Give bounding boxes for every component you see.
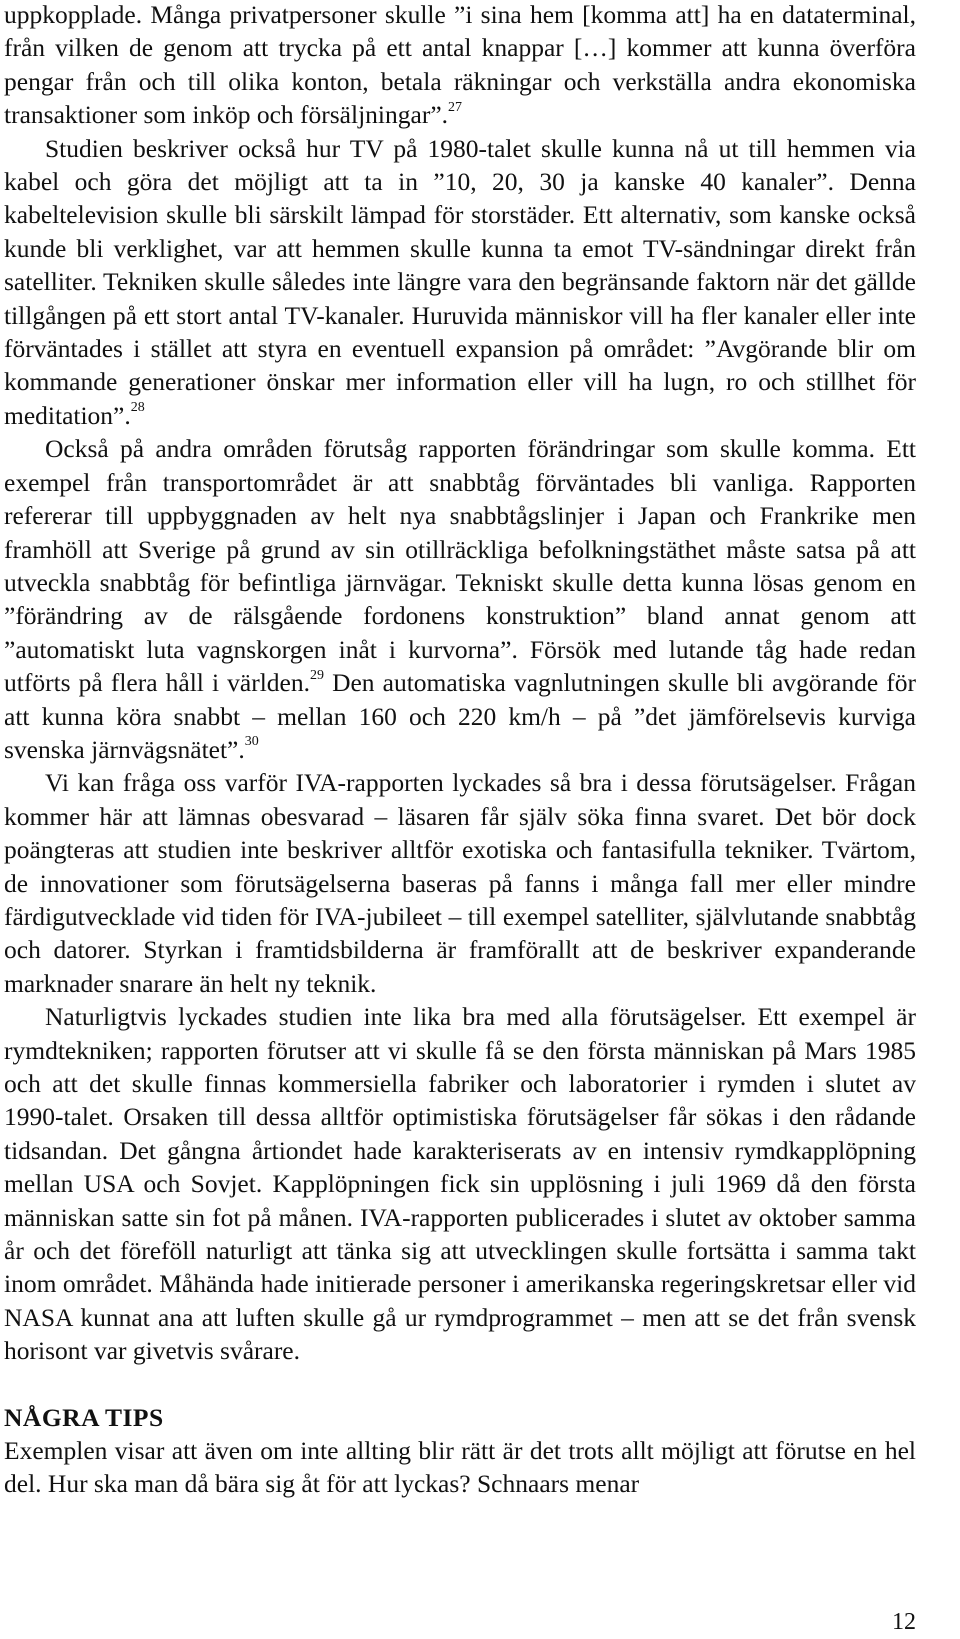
footnote-ref: 28	[130, 400, 145, 416]
paragraph-p2	[4, 132, 916, 433]
paragraph-p4	[4, 766, 916, 1000]
footnote-ref: 29	[309, 667, 324, 683]
paragraph-text: uppkopplade. Många privatpersoner skulle ”i sina hem [komma att] ha en dataterminal, från vilken de genom att trycka på ett antal knappar […] kommer att kunna överföra pengar från och till olika konton, betala räkningar och verkställa andra ekonomiska transaktioner som inköp och försäljningar”.	[4, 0, 916, 130]
final-paragraph: Exemplen visar att även om inte allting blir rätt är det trots allt möjligt att förutse en hel del. Hur ska man då bära sig åt för att lyckas? Schnaars menar	[4, 1436, 916, 1499]
paragraph-p3	[4, 432, 916, 766]
footnote-ref: 27	[448, 99, 463, 115]
paragraph-text: Också på andra områden förutsåg rapporten förändringar som skulle komma. Ett exempel från transportområdet är att snabbtåg förväntades bli vanliga. Rapporten refererar till uppbyggnaden av helt nya snabbtågslinjer i Japan och Frankrike men framhöll att Sverige på grund av sin otillräckliga befolkningstäthet måste satsa på att utveckla snabbtåg för befintliga järnvägar. Tekniskt skulle detta kunna lösas genom en ”förändring av de rälsgående fordonens konstruktion” bland annat genom att ”automatiskt luta vagnskorgen inåt i kurvorna”. Försök med lutande tåg hade redan utförts på flera håll i världen.	[4, 434, 916, 698]
footnote-ref: 30	[244, 734, 259, 750]
paragraph-text: Den automatiska vagnlutningen skulle bli avgörande för att kunna köra snabbt – mellan 160 och 220 km/h – på ”det jämförelsevis kurviga svenska järnvägsnätet”.	[4, 668, 916, 764]
page-number: 12	[892, 1609, 916, 1635]
section-heading: NÅGRA TIPS	[4, 1402, 164, 1432]
paragraph-text: Studien beskriver också hur TV på 1980-talet skulle kunna nå ut till hemmen via kabel och göra det möjligt att ta in ”10, 20, 30 ja kanske 40 kanaler”. Denna kabeltelevision skulle bli särskilt lämpad för storstäder. Ett alternativ, som kanske också kunde bli verklighet, var att hemmen skulle kunna ta emot TV-sändningar direkt från satelliter. Tekniken skulle således inte längre vara den begränsande faktorn när det gällde tillgången på ett stort antal TV-kanaler. Huruvida människor vill ha fler kanaler eller inte förväntades i stället att styra en eventuell expansion på området: ”Avgörande blir om kommande generationer önskar mer information eller vill ha lugn, ro och stillhet för meditation”.	[4, 133, 916, 430]
paragraph-p1	[4, 0, 916, 132]
paragraph-text: Naturligtvis lyckades studien inte lika bra med alla förutsägelser. Ett exempel är rymdtekniken; rapporten förutser att vi skulle få se den första människan på Mars 1985 och att det skulle finnas kommersiella fabriker och laboratorier i rymden i slutet av 1990-talet. Orsaken till dessa alltför optimistiska förutsägelser får sökas i den rådande tidsandan. Det gångna årtiondet hade karakteriserats av en intensiv rymdkapplöpning mellan USA och Sovjet. Kapplöpningen fick sin upplösning i juli 1969 då den första människan satte sin fot på månen. IVA-rapporten publicerades i slutet av oktober samma år och det föreföll naturligt att tänka sig att utvecklingen skulle fortsätta i samma takt inom området. Måhända hade initierade personer i amerikanska regeringskretsar eller vid NASA kunnat ana att luften skulle gå ur rymdprogrammet – men att se det från svensk horisont var givetvis svårare.	[4, 1002, 916, 1366]
document-page	[4, 0, 916, 1501]
paragraph-p5	[4, 1000, 916, 1367]
paragraph-text: Vi kan fråga oss varför IVA-rapporten lyckades så bra i dessa förutsägelser. Frågan kommer här att lämnas obesvarad – läsaren får själv söka finna svaret. Det bör dock poängteras att studien inte beskriver alltför exotiska och fantasifulla tekniker. Tvärtom, de innovationer som förutsägelserna baseras på fanns i många fall mer eller mindre färdigutvecklade vid tiden för IVA-jubileet – till exempel satelliter, självlutande snabbtåg och datorer. Styrkan i framtidsbilderna är framförallt att de beskriver expanderande marknader snarare än helt ny teknik.	[4, 768, 916, 998]
body-text	[4, 0, 916, 1368]
